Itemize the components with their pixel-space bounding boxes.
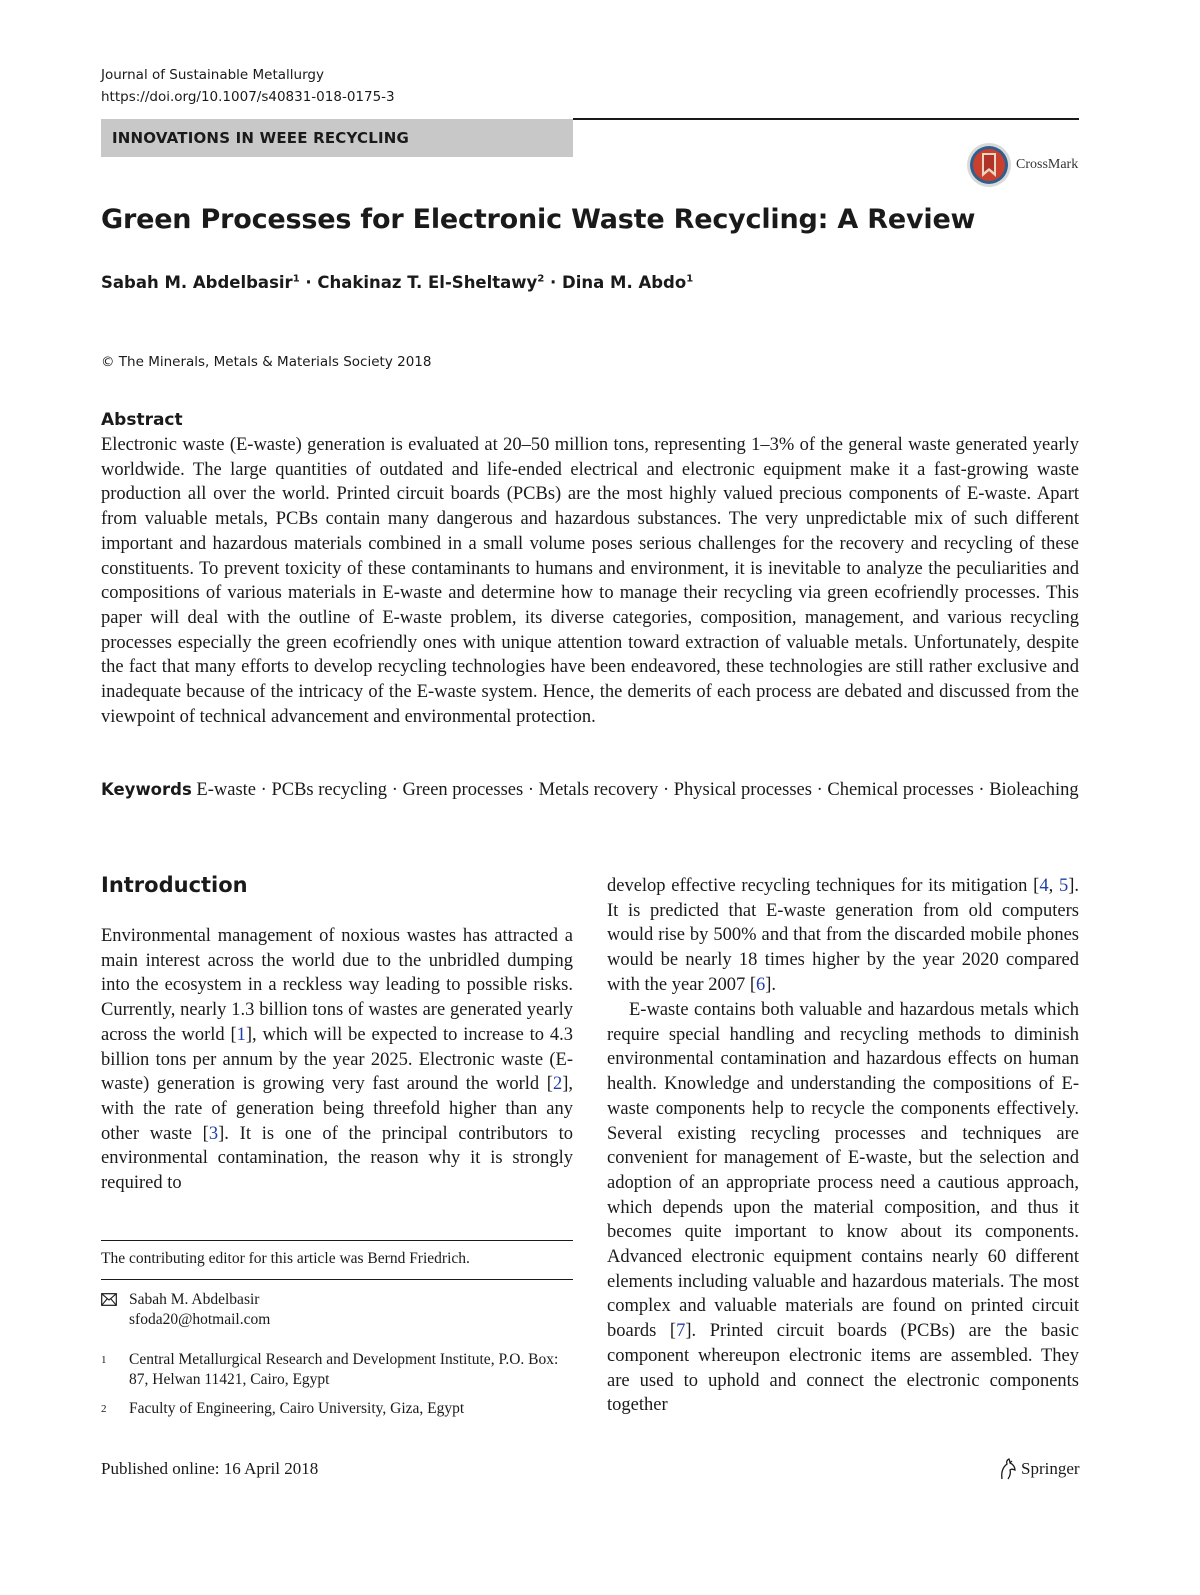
intro-paragraph-right-1: develop effective recycling techniques for its mitigation [4, 5]. It is predicted that E-waste generation from old computers would rise by 500% and that from the discarded mobile phones would be nearly 18 times higher by the year 2020 compared with the year 2007 [6]. [607,876,1080,995]
citation-link[interactable]: 7 [676,1321,686,1342]
keywords-label: Keywords [101,780,192,799]
keywords-list: E-waste · PCBs recycling · Green processes · Metals recovery · Physical processes · Chemical processes · Bioleaching [196,780,1079,800]
keyword: PCBs recycling [271,780,388,800]
keyword: E-waste [196,780,257,800]
copyright-notice: © The Minerals, Metals & Materials Society 2018 [101,354,432,370]
affiliation-1: Central Metallurgical Research and Development Institute, P.O. Box: 87, Helwan 11421, Cairo, Egypt [129,1351,559,1388]
author-affiliation-mark: 1 [292,273,300,285]
crossmark-badge[interactable] [966,142,1078,188]
springer-horse-icon [998,1458,1018,1480]
journal-header [101,64,395,108]
affiliation-2: Faculty of Engineering, Cairo University, Giza, Egypt [129,1400,465,1417]
citation-link[interactable]: 4 [1039,876,1049,896]
author-affiliation-mark: 1 [686,273,694,285]
keyword: Metals recovery [538,780,659,800]
corresponding-author-name: Sabah M. Abdelbasir [129,1291,260,1308]
publisher-name: Springer [1021,1459,1080,1478]
publisher-logo [998,1458,1080,1480]
footnote-rule-top [101,1240,573,1241]
journal-name: Journal of Sustainable Metallurgy [101,67,324,83]
citation-link[interactable]: 5 [1058,876,1069,896]
author-name[interactable]: Sabah M. Abdelbasir [101,273,293,292]
article-title: Green Processes for Electronic Waste Recycling: A Review [101,204,976,235]
footnote-rule-bottom [101,1279,573,1280]
abstract-heading: Abstract [101,410,183,430]
keyword: Bioleaching [989,780,1079,800]
abstract-text: Electronic waste (E-waste) generation is evaluated at 20–50 million tons, representing 1–3% of the general waste generated yearly worldwide. The large quantities of outdated and life-ended electrical and electronic equipment make it a fast-growing waste production all over the world. Printed circuit boards (PCBs) are the most highly valued precious components of E-waste. Apart from valuable metals, PCBs contain many dangerous and hazardous substances. The very unpredictable mix of such different important and hazardous materials combined in a small volume poses serious challenges for the recovery and recycling of these constituents. To prevent toxicity of these contaminants to humans and environment, it is inevitable to analyze the peculiarities and compositions of various materials in E-waste and determine how to manage their recycling via green ecofriendly processes. This paper will deal with the outline of E-waste problem, its diverse categories, composition, management, and various recycling processes especially the green ecofriendly ones with unique attention toward extraction of valuable metals. Unfortunately, despite the fact that many efforts to develop recycling technologies have been endeavored, these technologies are still rather exclusive and inadequate because of the intricacy of the E-waste system. Hence, the demerits of each process are debated and discussed from the viewpoint of technical advancement and environmental protection. [101,435,1079,727]
published-date: Published online: 16 April 2018 [101,1459,319,1478]
keyword: Green processes [402,780,524,800]
author-name[interactable]: Chakinaz T. El-Sheltawy [317,273,538,292]
header-rule [573,118,1079,120]
keyword: Chemical processes [827,780,974,800]
citation-link[interactable]: 6 [756,974,766,995]
affiliation-1-number: 1 [101,1354,107,1366]
intro-paragraph-left: Environmental management of noxious wastes has attracted a main interest across the world due to the unbridled dumping into the ecosystem in a reckless way leading to possible risks. Currently, nearly 1.3 billion tons of wastes are generated yearly across the world [1], which will be expected to increase to 4.3 billion tons per annum by the year 2025. Electronic waste (E-waste) generation is growing very fast around the world [2], with the rate of generation being threefold higher than any other waste [3]. It is one of the principal contributors to environmental contamination, the reason why it is strongly required to [101,926,574,1194]
crossmark-icon [966,142,1012,188]
doi-link[interactable]: https://doi.org/10.1007/s40831-018-0175-3 [101,89,395,105]
keywords-line [101,778,1079,803]
section-banner: INNOVATIONS IN WEEE RECYCLING [101,119,573,157]
citation-link[interactable]: 1 [236,1024,246,1045]
affiliation-2-number: 2 [101,1403,107,1415]
author-name[interactable]: Dina M. Abdo [562,273,687,292]
corresponding-author-email[interactable]: sfoda20@hotmail.com [129,1311,271,1328]
editor-note: The contributing editor for this article was Bernd Friedrich. [101,1250,470,1267]
intro-paragraph-right-2: E-waste contains both valuable and hazardous metals which require special handling and recycling methods to diminish environmental contamination and hazardous effects on human health. Knowledge and understanding the compositions of E-waste components help to recycle the components effectively. Several existing recycling processes and techniques are convenient for management of E-waste, but the selection and adoption of an appropriate process need a cautious approach, which depends upon the material composition, and thus it becomes quite important to know about its components. Advanced electronic equipment contains nearly 60 different elements including valuable and hazardous materials. The most complex and valuable materials are found on printed circuit boards [7]. Printed circuit boards (PCBs) are the basic component whereupon electronic items are assembled. They are used to uphold and connect the electronic components together [607,1000,1080,1416]
corresponding-author [129,1290,270,1330]
author-separator: · [299,273,318,292]
keyword: Physical processes [673,780,812,800]
author-separator: · [544,273,563,292]
author-list [101,273,693,292]
author-affiliation-mark: 2 [537,273,545,285]
introduction-heading: Introduction [101,873,248,897]
envelope-icon [101,1292,117,1312]
crossmark-label: CrossMark [1016,157,1079,172]
citation-link[interactable]: 3 [208,1123,219,1144]
citation-link[interactable]: 2 [552,1074,563,1095]
